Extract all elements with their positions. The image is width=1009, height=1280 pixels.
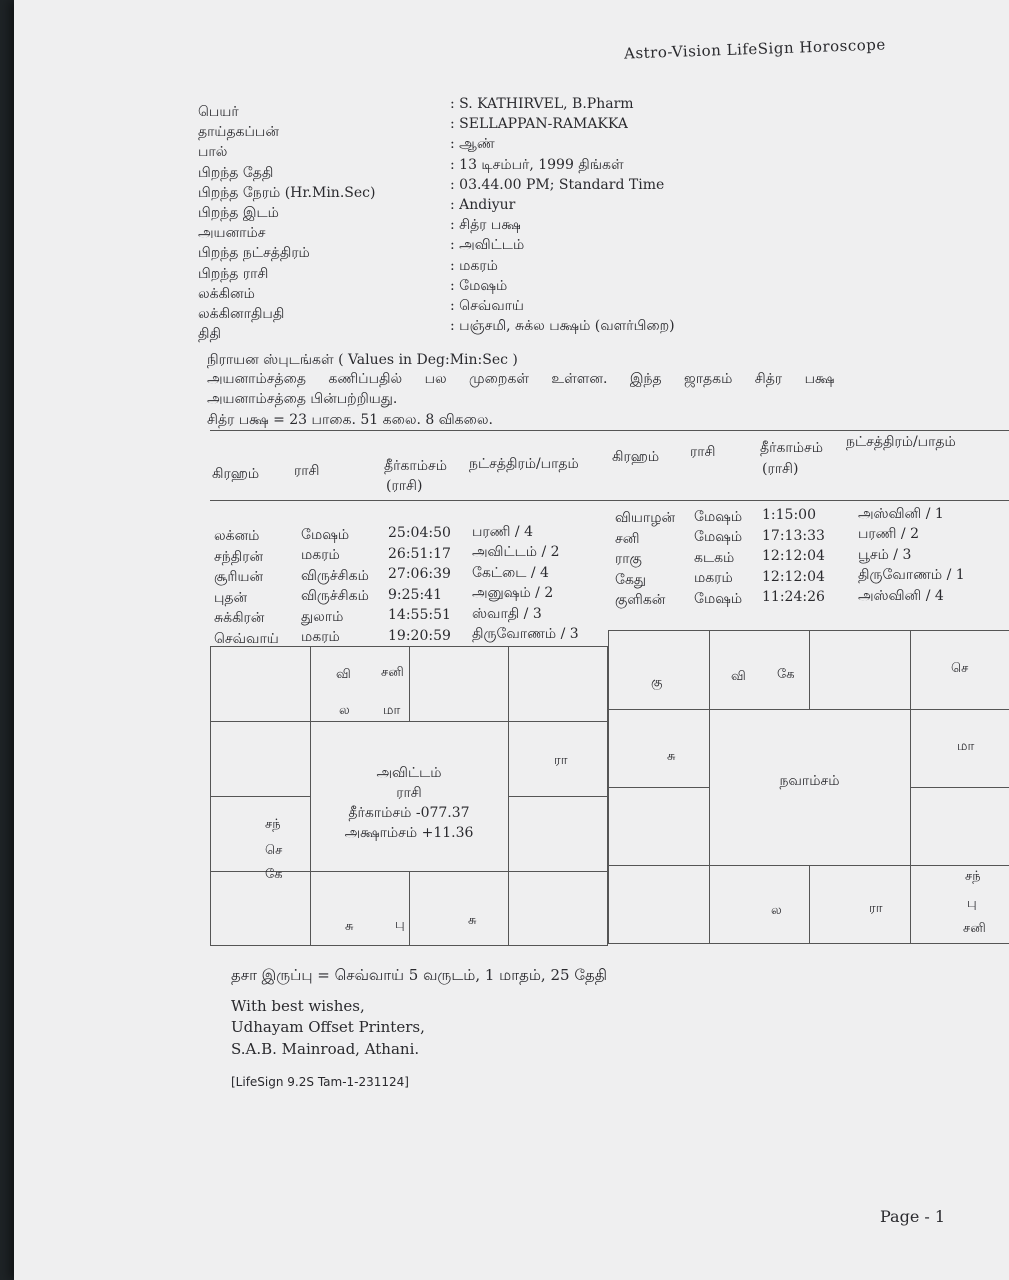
detail-row	[198, 196, 898, 225]
horoscope-page	[14, 0, 1009, 1280]
rasi-chart	[210, 646, 608, 946]
detail-row	[198, 257, 898, 286]
detail-label: பிறந்த தேதி	[198, 164, 274, 181]
rasi-aries-planet-4: மா	[383, 703, 401, 718]
navamsa-virgo-planet-3: சனி	[963, 921, 986, 936]
table-cell: கடகம்	[694, 549, 735, 566]
detail-row	[198, 237, 898, 265]
col-header-longitude-sub-2: (ராசி)	[762, 461, 799, 477]
navamsa-scorpio-planet-1: ல	[771, 903, 782, 918]
table-cell: சுக்கிரன்	[214, 610, 265, 626]
detail-label: பிறந்த இடம்	[198, 204, 279, 221]
col-header-star: நட்சத்திரம்/பாதம்	[469, 456, 579, 472]
navamsa-chart	[608, 630, 1009, 944]
table-cell: மகரம்	[694, 570, 733, 586]
detail-value: : SELLAPPAN-RAMAKKA	[450, 116, 628, 133]
detail-value: : 03.44.00 PM; Standard Time	[450, 176, 665, 193]
detail-value: : ஆண்	[450, 136, 495, 153]
detail-label: பால்	[198, 144, 228, 161]
rasi-center-longitude: தீர்காம்சம் -077.37	[348, 805, 470, 821]
table-cell: மேஷம்	[694, 508, 743, 525]
rasi-libra-planet-1: சு	[468, 913, 477, 928]
table-cell: சூரியன்	[214, 569, 264, 585]
page-number: Page - 1	[880, 1207, 946, 1226]
navamsa-gemini-planet-1: செ	[951, 661, 969, 676]
detail-label: பிறந்த ராசி	[198, 265, 269, 282]
table-cell: செவ்வாய்	[214, 630, 279, 647]
printer-address: S.A.B. Mainroad, Athani.	[231, 1040, 420, 1058]
detail-row	[198, 277, 898, 306]
table-cell: மேஷம்	[694, 590, 743, 607]
rasi-cancer-planet-1: ரா	[554, 753, 568, 768]
navamsa-aries-planet-1: வி	[731, 669, 746, 684]
ayanamsa-note-line1: அயனாம்சத்தை கணிப்பதில் பல முறைகள் உள்ளன. இந்த ஜாதகம் சித்ர பக்ஷ	[207, 371, 835, 387]
table-cell: அனுஷம் / 2	[472, 585, 554, 601]
col-header-planet: கிரஹம்	[212, 466, 260, 482]
detail-label: பிறந்த நட்சத்திரம்	[198, 245, 310, 262]
navamsa-center-title: நவாம்சம்	[779, 773, 840, 789]
table-cell: அஸ்வினி / 1	[858, 505, 944, 522]
table-cell: 12:12:04	[762, 548, 825, 564]
table-cell: 25:04:50	[388, 525, 451, 541]
rasi-aries-planet-2: சனி	[381, 665, 404, 680]
navamsa-libra-planet-1: ரா	[869, 901, 883, 916]
rasi-scorpio-planet-2: பு	[395, 917, 405, 932]
table-cell: கேது	[615, 571, 647, 588]
detail-value: : பஞ்சமி, சுக்ல பக்ஷம் (வளர்பிறை)	[450, 318, 675, 335]
detail-label: திதி	[198, 326, 221, 343]
table-cell: திருவோணம் / 1	[858, 567, 965, 583]
table-cell: 12:12:04	[762, 568, 825, 585]
navamsa-aries-planet-2: கே	[777, 667, 795, 682]
table-cell: 27:06:39	[388, 566, 451, 582]
detail-value: : அவிட்டம்	[450, 237, 525, 254]
rasi-aries-planet-1: வி	[336, 667, 351, 682]
detail-row	[198, 116, 898, 144]
table-cell: குளிகன்	[615, 592, 666, 608]
detail-value: : S. KATHIRVEL, B.Pharm	[450, 96, 634, 112]
navamsa-pisces-planet-1: கு	[651, 675, 663, 690]
rasi-capricorn-planet-2: செ	[265, 843, 283, 858]
rasi-center-title: ராசி	[396, 785, 422, 801]
ayanamsa-note-line2: அயனாம்சத்தை பின்பற்றியது.	[207, 391, 398, 407]
detail-label: பெயர்	[198, 104, 239, 120]
table-cell: புதன்	[214, 589, 248, 606]
rasi-center-star: அவிட்டம்	[376, 765, 442, 781]
table-cell: அஸ்வினி / 4	[858, 587, 944, 604]
detail-label: லக்கினம்	[198, 285, 255, 302]
table-cell: 19:20:59	[388, 627, 451, 644]
navamsa-virgo-planet-1: சந்	[965, 869, 981, 884]
table-cell: சனி	[615, 530, 640, 547]
detail-value: : 13 டிசம்பர், 1999 திங்கள்	[450, 156, 624, 173]
table-cell: பரணி / 4	[472, 523, 533, 540]
header-title: Astro-Vision LifeSign Horoscope	[623, 35, 887, 63]
rasi-scorpio-planet-1: சு	[345, 919, 354, 934]
table-cell: துலாம்	[301, 608, 344, 625]
table-cell: ஸ்வாதி / 3	[472, 605, 542, 622]
detail-label: பிறந்த நேரம் (Hr.Min.Sec)	[198, 184, 376, 201]
table-cell: கேட்டை / 4	[472, 564, 549, 581]
table-top-rule	[210, 430, 1009, 431]
detail-value: : Andiyur	[450, 196, 516, 213]
table-cell: லக்னம்	[214, 528, 260, 544]
table-cell: 11:24:26	[762, 589, 825, 605]
detail-label: தாய்தகப்பன்	[198, 124, 279, 141]
detail-label: அயனாம்ச	[198, 225, 266, 242]
col-header-rasi: ராசி	[294, 463, 320, 479]
col-header-longitude: தீர்காம்சம்	[384, 458, 447, 474]
table-cell: 14:55:51	[388, 607, 451, 623]
table-header-rule	[210, 500, 1009, 501]
col-header-longitude-2: தீர்காம்சம்	[760, 440, 823, 456]
sphuta-heading: நிராயன ஸ்புடங்கள் ( Values in Deg:Min:Sec )	[207, 352, 518, 368]
table-cell: திருவோணம் / 3	[472, 626, 579, 642]
navamsa-virgo-planet-2: பு	[967, 896, 977, 911]
table-cell: விருச்சிகம்	[301, 567, 369, 584]
wishes-text: With best wishes,	[231, 997, 365, 1015]
table-cell: 9:25:41	[388, 586, 442, 603]
navamsa-aquarius-planet-1: சு	[667, 749, 676, 764]
rasi-aries-planet-3: ல	[339, 703, 350, 718]
table-cell: ராகு	[615, 551, 642, 567]
table-cell: மேஷம்	[301, 526, 350, 543]
col-header-planet-2: கிரஹம்	[612, 449, 660, 465]
col-header-rasi-2: ராசி	[690, 444, 716, 460]
software-code: [LifeSign 9.2S Tam-1-231124]	[231, 1075, 409, 1089]
table-cell: 17:13:33	[762, 527, 825, 544]
col-header-longitude-sub: (ராசி)	[386, 478, 423, 494]
printer-name: Udhayam Offset Printers,	[231, 1018, 425, 1036]
table-cell: மேஷம்	[694, 529, 743, 545]
detail-value: : செவ்வாய்	[450, 297, 524, 314]
birth-details	[198, 96, 898, 346]
detail-value: : சித்ர பக்ஷ	[450, 217, 521, 234]
detail-row	[198, 217, 898, 245]
table-cell: வியாழன்	[615, 510, 676, 526]
navamsa-cancer-planet-1: மா	[957, 739, 975, 754]
dasa-balance: தசா இருப்பு = செவ்வாய் 5 வருடம், 1 மாதம், 25 தேதி	[231, 966, 608, 984]
rasi-capricorn-planet-3: கே	[265, 867, 283, 882]
detail-row	[198, 318, 898, 346]
table-cell: 26:51:17	[388, 545, 451, 562]
table-cell: விருச்சிகம்	[301, 588, 369, 604]
detail-row	[198, 176, 898, 205]
table-cell: மகரம்	[301, 629, 340, 645]
table-cell: 1:15:00	[762, 507, 816, 523]
detail-value: : மேஷம்	[450, 277, 508, 294]
rasi-center-latitude: அக்ஷாம்சம் +11.36	[344, 825, 474, 841]
detail-label: லக்கினாதிபதி	[198, 305, 285, 322]
detail-value: : மகரம்	[450, 257, 498, 274]
table-cell: பரணி / 2	[858, 526, 919, 542]
rasi-capricorn-planet-1: சந்	[265, 817, 281, 832]
table-cell: சந்திரன்	[214, 548, 264, 565]
table-cell: அவிட்டம் / 2	[472, 544, 560, 560]
col-header-star-2: நட்சத்திரம்/பாதம்	[846, 434, 956, 450]
table-cell: மகரம்	[301, 547, 340, 563]
table-cell: பூசம் / 3	[858, 546, 912, 563]
ayanamsa-value: சித்ர பக்ஷ = 23 பாகை. 51 கலை. 8 விகலை.	[207, 412, 493, 428]
